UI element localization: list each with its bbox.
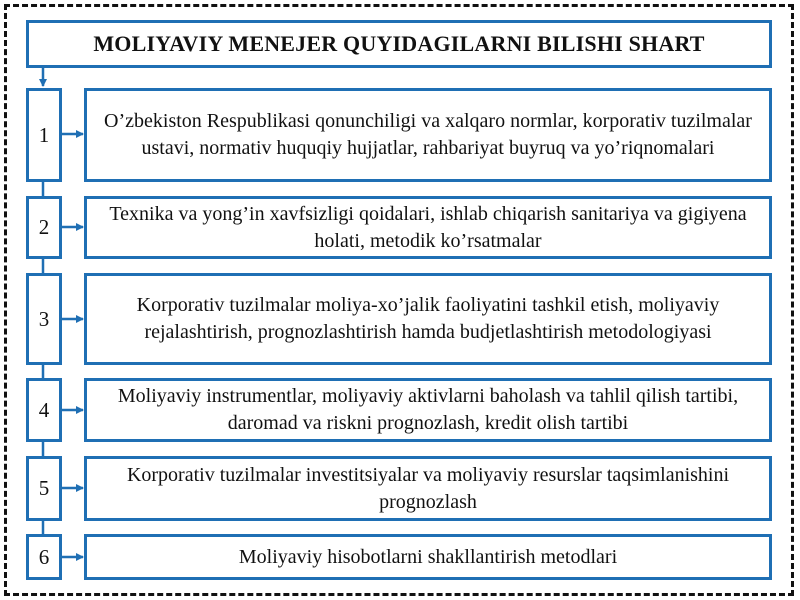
item-number-4: 4: [26, 378, 62, 442]
item-text-4: Moliyaviy instrumentlar, moliyaviy aktivlarni baholash va tahlil qilish tartibi, daromad va riskni prognozlash, kredit olish tartibi: [84, 378, 772, 442]
item-number-1: 1: [26, 88, 62, 182]
item-number-3: 3: [26, 273, 62, 365]
item-text-3: Korporativ tuzilmalar moliya-xo’jalik faoliyatini tashkil etish, moliyaviy rejalashtirish, prognozlashtirish hamda budjetlashtirish metodologiyasi: [84, 273, 772, 365]
item-text-2: Texnika va yong’in xavfsizligi qoidalari, ishlab chiqarish sanitariya va gigiyena holati, metodik ko’rsatmalar: [84, 196, 772, 259]
item-text-1: O’zbekiston Respublikasi qonunchiligi va xalqaro normlar, korporativ tuzilmalar ustavi, normativ huquqiy hujjatlar, rahbariyat buyruq va yo’riqnomalari: [84, 88, 772, 182]
diagram-title: MOLIYAVIY MENEJER QUYIDAGILARNI BILISHI SHART: [26, 20, 772, 68]
item-number-5: 5: [26, 456, 62, 521]
item-text-5: Korporativ tuzilmalar investitsiyalar va moliyaviy resurslar taqsimlanishini prognozlash: [84, 456, 772, 521]
item-text-6: Moliyaviy hisobotlarni shakllantirish metodlari: [84, 534, 772, 580]
item-number-2: 2: [26, 196, 62, 259]
item-number-6: 6: [26, 534, 62, 580]
